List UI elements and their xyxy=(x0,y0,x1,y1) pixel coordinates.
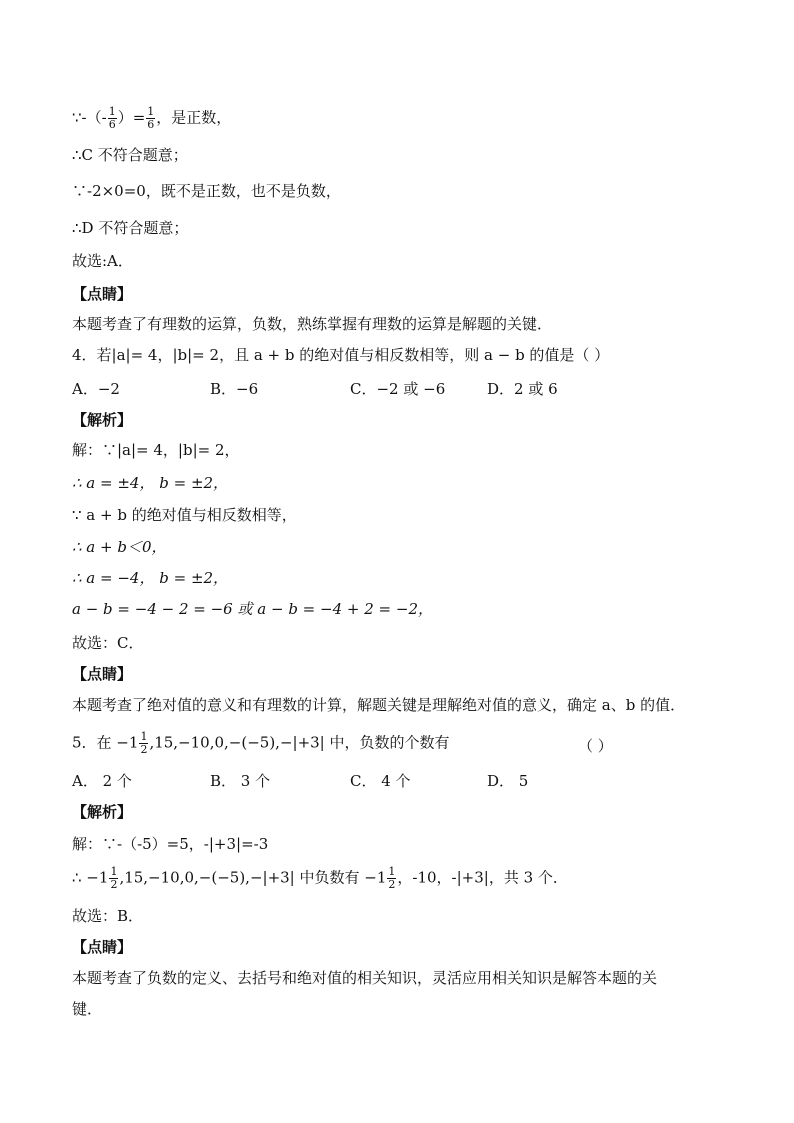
q4-step-6: a − b = −4 − 2 = −6 或 a − b = −4 + 2 = −2， xyxy=(72,600,433,618)
q5-comment-header: 【点睛】 xyxy=(72,938,133,956)
q5-comment-line-1: 本题考查了负数的定义、去括号和绝对值的相关知识，灵活应用相关知识是解答本题的关 xyxy=(72,969,658,987)
text-fragment: ∵-（- xyxy=(72,108,107,127)
q5-answer: 故选：B． xyxy=(72,907,144,925)
q4-analysis-header: 【解析】 xyxy=(72,411,133,429)
q4-step-1: 解：∵|a|= 4，|b|= 2， xyxy=(72,441,240,459)
line-comment-q3: 本题考查了有理数的运算，负数，熟练掌握有理数的运算是解题的关键． xyxy=(72,315,553,333)
q5-answer-paren: （ ） xyxy=(578,737,613,755)
line-d-not-fit: ∴D 不符合题意； xyxy=(72,219,189,237)
q4-option-a: A．−2 xyxy=(72,380,120,398)
fraction: $\frac{1}{2}$ xyxy=(388,865,396,891)
q4-option-c: C．−2 或 −6 xyxy=(350,380,446,398)
text-fragment: ，是正数， xyxy=(156,108,232,127)
q5-option-c: C． 4 个 xyxy=(350,772,411,790)
line-c-not-fit: ∴C 不符合题意； xyxy=(72,146,188,164)
q5-option-d: D． 5 xyxy=(487,772,529,790)
q5-comment-line-2: 键． xyxy=(72,1000,103,1018)
question-5-stem: 5．在 −1 $\frac{1}{2}$ ,15,−10,0,−(−5),−|+3| 中，负数的个数有 xyxy=(72,730,450,756)
q4-option-d: D．2 或 6 xyxy=(487,380,558,398)
q5-option-a: A． 2 个 xyxy=(72,772,132,790)
fraction: $\frac{1}{2}$ xyxy=(140,730,148,756)
line-answer-a: 故选:A． xyxy=(72,252,133,270)
line-neg-neg-sixth xyxy=(72,106,231,131)
line-zero-product: ∵-2×0=0，既不是正数，也不是负数， xyxy=(72,182,341,200)
q4-step-2: ∴ a = ±4， b = ±2， xyxy=(72,474,229,492)
q4-comment-header: 【点睛】 xyxy=(72,665,133,683)
question-4-stem: 4．若|a|= 4，|b|= 2，且 a + b 的绝对值与相反数相等，则 a − b 的值是（ ） xyxy=(72,346,610,364)
fraction: $\frac{1}{6}$ xyxy=(108,105,116,131)
q5-step-1: 解：∵-（-5）=5，-|+3|=-3 xyxy=(72,835,269,853)
q4-comment: 本题考查了绝对值的意义和有理数的计算，解题关键是理解绝对值的意义，确定 a、b 的值． xyxy=(72,696,686,714)
q5-analysis-header: 【解析】 xyxy=(72,803,133,821)
text-fragment: ）= xyxy=(117,108,146,127)
q4-step-5: ∴ a = −4， b = ±2， xyxy=(72,569,229,587)
fraction: $\frac{1}{2}$ xyxy=(110,865,118,891)
q4-step-4: ∴ a + b＜0， xyxy=(72,538,167,556)
q4-step-3: ∵ a + b 的绝对值与相反数相等， xyxy=(72,506,297,524)
section-header-comment: 【点睛】 xyxy=(72,285,133,303)
q4-answer: 故选：C． xyxy=(72,634,144,652)
q4-option-b: B．−6 xyxy=(210,380,259,398)
fraction: $\frac{1}{6}$ xyxy=(147,105,155,131)
q5-option-b: B． 3 个 xyxy=(210,772,271,790)
q5-step-2: ∴ −1 $\frac{1}{2}$ ,15,−10,0,−(−5),−|+3| 中负数有 −1 $\frac{1}{2}$ ，-10，-|+3|，共 3 个． xyxy=(72,865,568,891)
